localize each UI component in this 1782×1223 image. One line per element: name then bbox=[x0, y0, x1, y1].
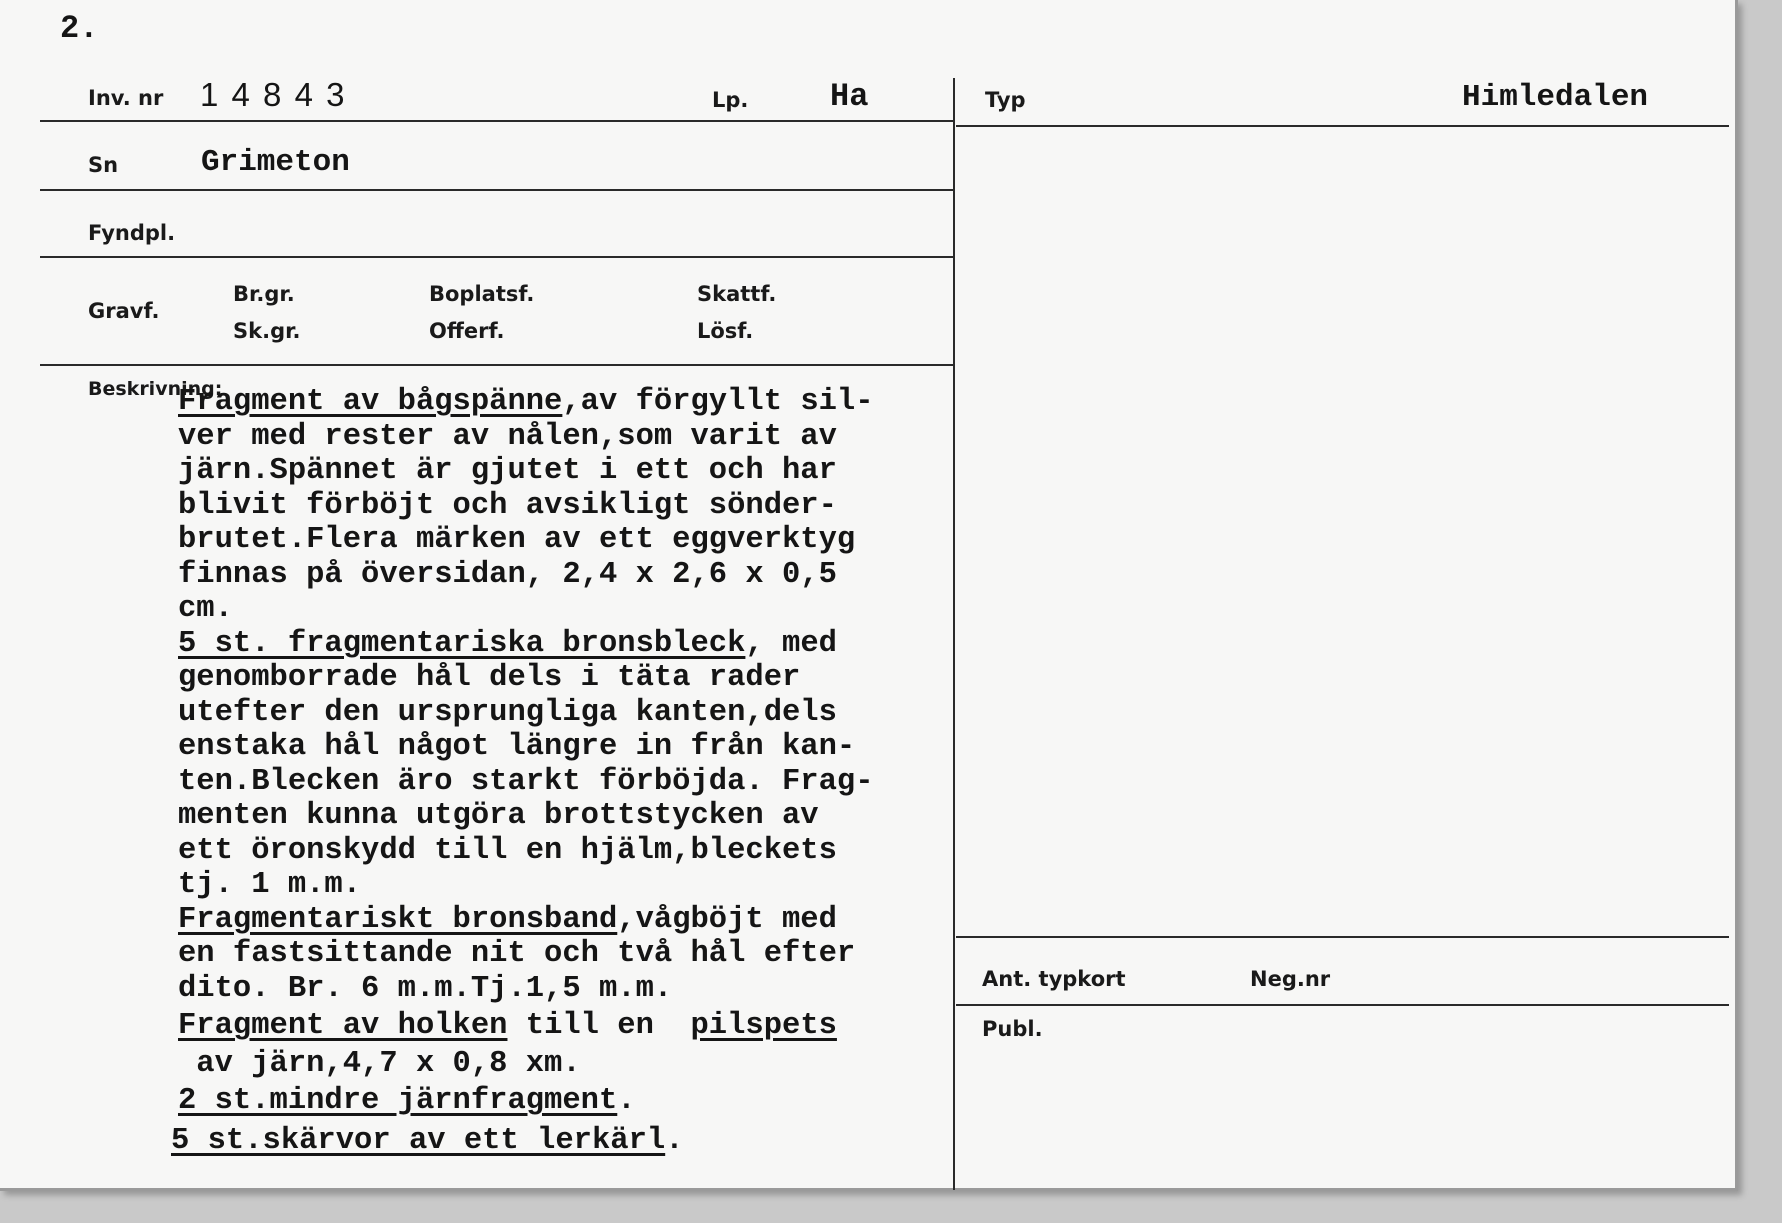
description-line bbox=[171, 1124, 874, 1159]
description-line bbox=[178, 523, 874, 558]
label-fyndpl: Fyndpl. bbox=[88, 221, 176, 245]
description-line bbox=[178, 972, 874, 1007]
description-fragment: dito. Br. 6 m.m.Tj.1,5 m.m. bbox=[178, 971, 673, 1006]
description-line bbox=[178, 765, 874, 800]
rule-gravf bbox=[40, 364, 953, 366]
description-fragment: . bbox=[665, 1123, 684, 1158]
description-fragment: enstaka hål något längre in från kan- bbox=[178, 730, 856, 764]
label-offerf: Offerf. bbox=[429, 319, 505, 343]
rule-ant-typkort-top bbox=[956, 936, 1729, 938]
description-fragment: tj. 1 m.m. bbox=[178, 868, 362, 902]
description-fragment: cm. bbox=[178, 592, 233, 626]
label-sn: Sn bbox=[88, 153, 119, 177]
description-line bbox=[178, 730, 874, 765]
label-typ: Typ bbox=[985, 88, 1026, 112]
description-line bbox=[178, 627, 874, 662]
label-br-gr: Br.gr. bbox=[233, 282, 295, 306]
description-fragment: av järn,4,7 x 0,8 xm. bbox=[178, 1046, 581, 1081]
description-line bbox=[178, 834, 874, 869]
underlined-item-name: 5 st.skärvor av ett lerkärl bbox=[171, 1123, 666, 1158]
description-fragment: ten.Blecken äro starkt förböjda. Frag- bbox=[178, 764, 874, 799]
rule-ant-typkort-bottom bbox=[956, 1004, 1729, 1006]
description-line bbox=[178, 696, 874, 731]
label-sk-gr: Sk.gr. bbox=[233, 319, 301, 343]
value-lp: Ha bbox=[830, 78, 869, 115]
description-line bbox=[178, 592, 874, 627]
underlined-item-name: 2 st.mindre järnfragment bbox=[178, 1084, 618, 1118]
underlined-item-name: pilspets bbox=[690, 1009, 837, 1043]
description-text bbox=[171, 385, 874, 1158]
description-fragment: genomborrade hål dels i täta rader bbox=[178, 661, 801, 695]
description-line bbox=[178, 937, 874, 972]
label-publ: Publ. bbox=[982, 1017, 1043, 1041]
underlined-item-name: Fragment av holken bbox=[178, 1009, 508, 1043]
description-fragment: brutet.Flera märken av ett eggverktyg bbox=[178, 523, 856, 557]
rule-top bbox=[40, 120, 953, 122]
label-ant-typkort: Ant. typkort bbox=[982, 967, 1126, 991]
card-number: 2. bbox=[60, 10, 99, 47]
description-line bbox=[178, 1009, 874, 1044]
description-fragment: , med bbox=[745, 626, 837, 661]
underlined-item-name: Fragment av bågspänne bbox=[178, 385, 563, 419]
description-fragment: en fastsittande nit och två hål efter bbox=[178, 937, 856, 971]
description-line bbox=[178, 1047, 874, 1082]
description-fragment: utefter den ursprungliga kanten,dels bbox=[178, 695, 837, 730]
underlined-item-name: Fragmentariskt bronsband bbox=[178, 902, 618, 937]
label-lp: Lp. bbox=[712, 88, 749, 112]
description-line bbox=[178, 558, 874, 593]
description-fragment: . bbox=[617, 1084, 636, 1118]
label-beskrivning: Beskrivning: bbox=[88, 378, 223, 400]
rule-fyndpl bbox=[40, 256, 953, 258]
description-fragment: ,av förgyllt sil- bbox=[562, 385, 874, 419]
label-skattf: Skattf. bbox=[697, 282, 777, 306]
label-boplatsf: Boplatsf. bbox=[429, 282, 535, 306]
description-fragment: ett öronskydd till en hjälm,bleckets bbox=[178, 833, 837, 868]
description-line bbox=[178, 903, 874, 938]
description-fragment: järn.Spännet är gjutet i ett och har bbox=[178, 454, 837, 488]
description-line bbox=[178, 420, 874, 455]
label-inv-nr: Inv. nr bbox=[88, 86, 164, 110]
underlined-item-name: 5 st. fragmentariska bronsbleck bbox=[178, 626, 746, 661]
description-line bbox=[178, 385, 874, 420]
description-fragment: finnas på översidan, 2,4 x 2,6 x 0,5 bbox=[178, 557, 837, 592]
description-fragment: ver med rester av nålen,som varit av bbox=[178, 419, 837, 454]
rule-sn bbox=[40, 189, 953, 191]
label-neg-nr: Neg.nr bbox=[1250, 967, 1331, 991]
value-inv-nr: 1 4 8 4 3 bbox=[200, 76, 347, 113]
rule-divider bbox=[953, 78, 955, 1190]
rule-top-right bbox=[956, 125, 1729, 127]
description-fragment: blivit förböjt och avsikligt sönder- bbox=[178, 488, 837, 523]
value-typ: Himledalen bbox=[1462, 80, 1649, 115]
description-fragment: till en bbox=[507, 1009, 691, 1043]
label-losf: Lösf. bbox=[697, 319, 754, 343]
label-gravf: Gravf. bbox=[88, 299, 160, 323]
description-line bbox=[178, 661, 874, 696]
description-line bbox=[178, 799, 874, 834]
description-line bbox=[178, 1084, 874, 1119]
description-line bbox=[178, 489, 874, 524]
description-fragment: menten kunna utgöra brottstycken av bbox=[178, 799, 819, 833]
description-line bbox=[178, 454, 874, 489]
description-fragment: ,vågböjt med bbox=[617, 902, 837, 937]
value-sn: Grimeton bbox=[201, 145, 350, 180]
description-line bbox=[178, 868, 874, 903]
